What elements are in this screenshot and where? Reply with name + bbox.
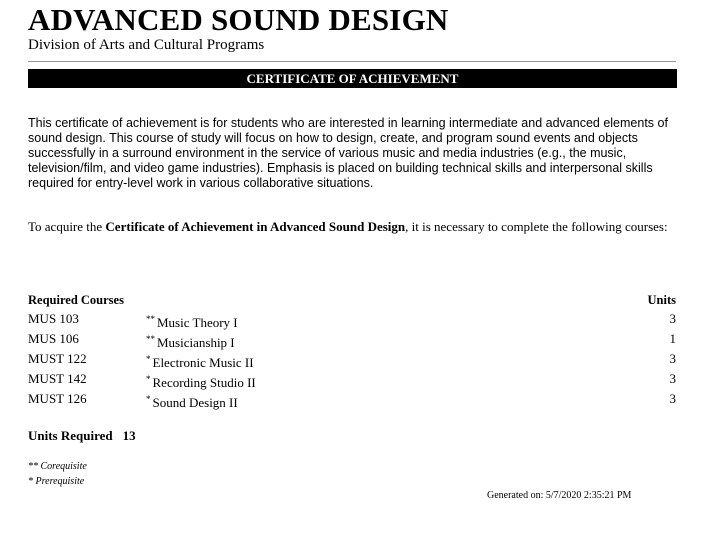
units-required-value: 13 [122,428,136,443]
course-name [146,354,254,371]
course-name [146,374,256,391]
division-subtitle: Division of Arts and Cultural Programs [28,37,265,53]
certificate-name: Certificate of Achievement in Advanced Sound Design [105,219,406,234]
course-code: MUS 103 [28,311,79,326]
course-units: 3 [669,311,676,326]
units-required-label: Units Required [28,428,113,443]
course-units: 1 [669,331,676,346]
acquire-suffix: , it is necessary to complete the following courses: [405,219,668,234]
course-row [28,371,676,391]
prerequisite-note: * Prerequisite [28,476,85,487]
requisite-marker: ** [146,334,155,344]
course-name [146,334,235,351]
course-units: 3 [669,391,676,406]
acquire-statement [28,219,668,234]
course-title: Musicianship I [157,335,235,350]
requisite-marker: ** [146,314,155,324]
course-units: 3 [669,371,676,386]
requisite-marker: * [146,394,151,404]
acquire-prefix: To acquire the [28,219,106,234]
course-title: Sound Design II [152,395,238,410]
generated-timestamp: Generated on: 5/7/2020 2:35:21 PM [487,490,632,501]
certificate-banner: CERTIFICATE OF ACHIEVEMENT [28,69,677,88]
course-row [28,311,676,331]
course-title: Music Theory I [157,315,238,330]
requisite-marker: * [146,374,151,384]
units-required [28,428,136,444]
program-title: ADVANCED SOUND DESIGN [28,2,449,37]
program-description: This certificate of achievement is for students who are interested in learning intermediate and advanced elements of sound design. This course of study will focus on how to design, create, and program sound events and objects successfully in a surround environment in the service of various music and media industries (e.g., the music, television/film, and video game industries). Emphasis is placed on building technical skills and interpersonal skills required for entry-level work in various collaborative situations. [28,116,668,190]
course-code: MUS 106 [28,331,79,346]
course-row [28,331,676,351]
course-row [28,351,676,371]
course-name [146,394,238,411]
course-name [146,314,238,331]
corequisite-note: ** Corequisite [28,461,87,472]
course-row [28,391,676,411]
course-code: MUST 122 [28,351,87,366]
course-title: Recording Studio II [152,375,256,390]
header-divider [28,61,676,62]
course-units: 3 [669,351,676,366]
course-title: Electronic Music II [152,355,254,370]
required-courses-header: Required Courses [28,293,124,307]
units-header: Units [647,293,676,307]
course-code: MUST 126 [28,391,87,406]
requisite-marker: * [146,354,151,364]
course-code: MUST 142 [28,371,87,386]
